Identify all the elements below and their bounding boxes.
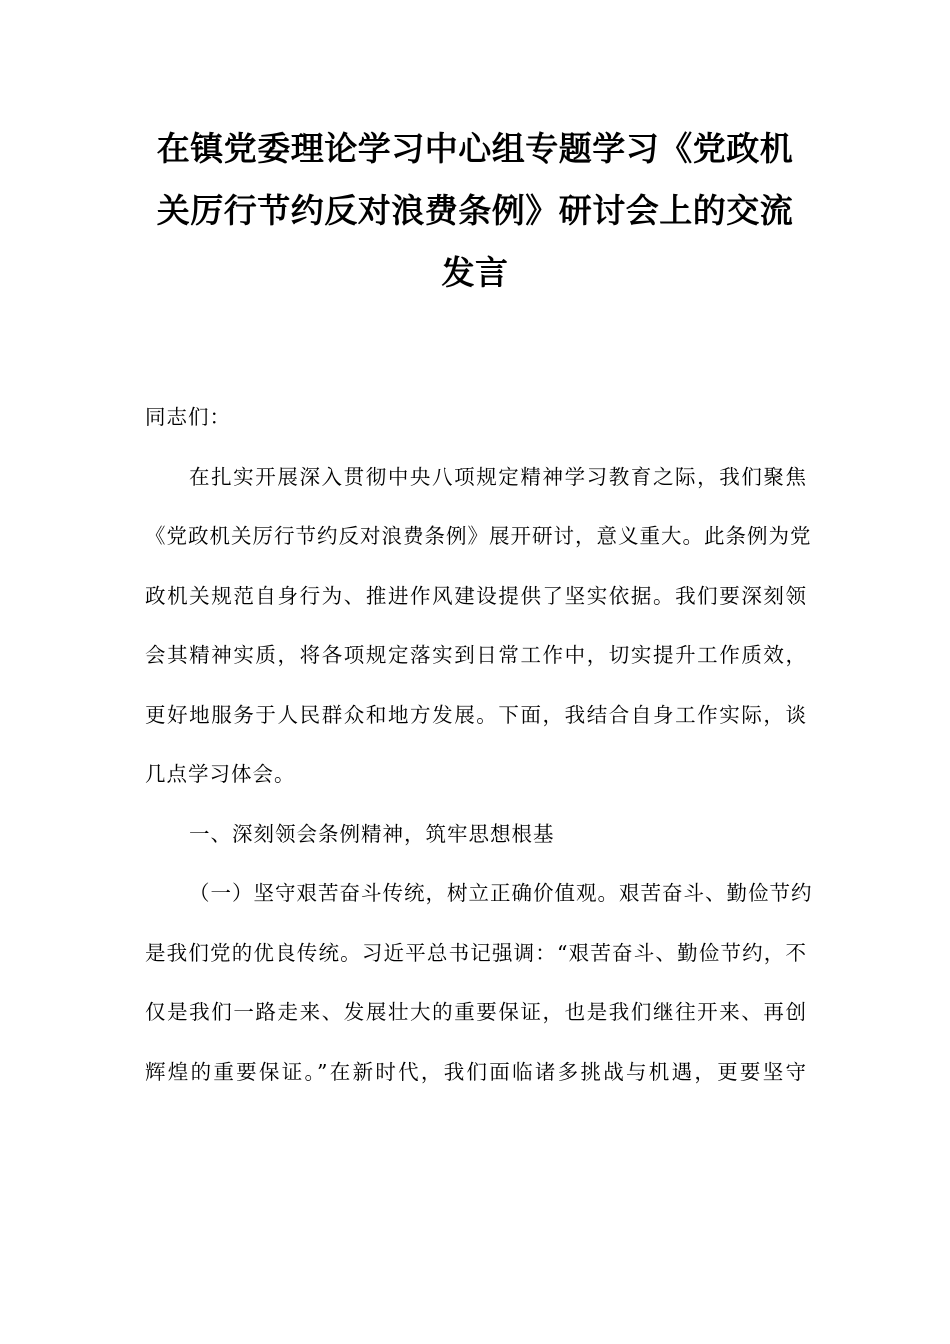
salutation: 同志们： — [145, 405, 231, 429]
paragraph-line: 会其精神实质，将各项规定落实到日常工作中，切实提升工作质效， — [145, 643, 807, 667]
paragraph-line: 政机关规范自身行为、推进作风建设提供了坚实依据。我们要深刻领 — [145, 583, 807, 608]
title-line-2: 关厉行节约反对浪费条例》研讨会上的交流 — [156, 191, 794, 230]
paragraph-line: 更好地服务于人民群众和地方发展。下面，我结合自身工作实际，谈 — [145, 702, 807, 727]
section-heading: 一、深刻领会条例精神，筑牢思想根基 — [189, 821, 555, 846]
paragraph-line: 是我们党的优良传统。习近平总书记强调：“艰苦奋斗、勤俭节约，不 — [145, 940, 807, 965]
subsection-heading-line: （一）坚守艰苦奋斗传统，树立正确价值观。艰苦奋斗、勤俭节约 — [189, 881, 813, 905]
paragraph-line: 《党政机关厉行节约反对浪费条例》展开研讨，意义重大。此条例为党 — [145, 524, 812, 548]
paragraph-line: 辉煌的重要保证。”在新时代，我们面临诸多挑战与机遇，更要坚守 — [145, 1059, 807, 1084]
paragraph-line: 仅是我们一路走来、发展壮大的重要保证，也是我们继往开来、再创 — [145, 1000, 807, 1024]
paragraph-line: 在扎实开展深入贯彻中央八项规定精神学习教育之际，我们聚焦 — [189, 464, 807, 489]
document-title — [145, 118, 805, 304]
paragraph-line: 几点学习体会。 — [145, 762, 296, 786]
title-line-1: 在镇党委理论学习中心组专题学习《党政机 — [156, 129, 794, 168]
title-line-3: 发言 — [441, 253, 509, 292]
document-body — [145, 388, 813, 1102]
